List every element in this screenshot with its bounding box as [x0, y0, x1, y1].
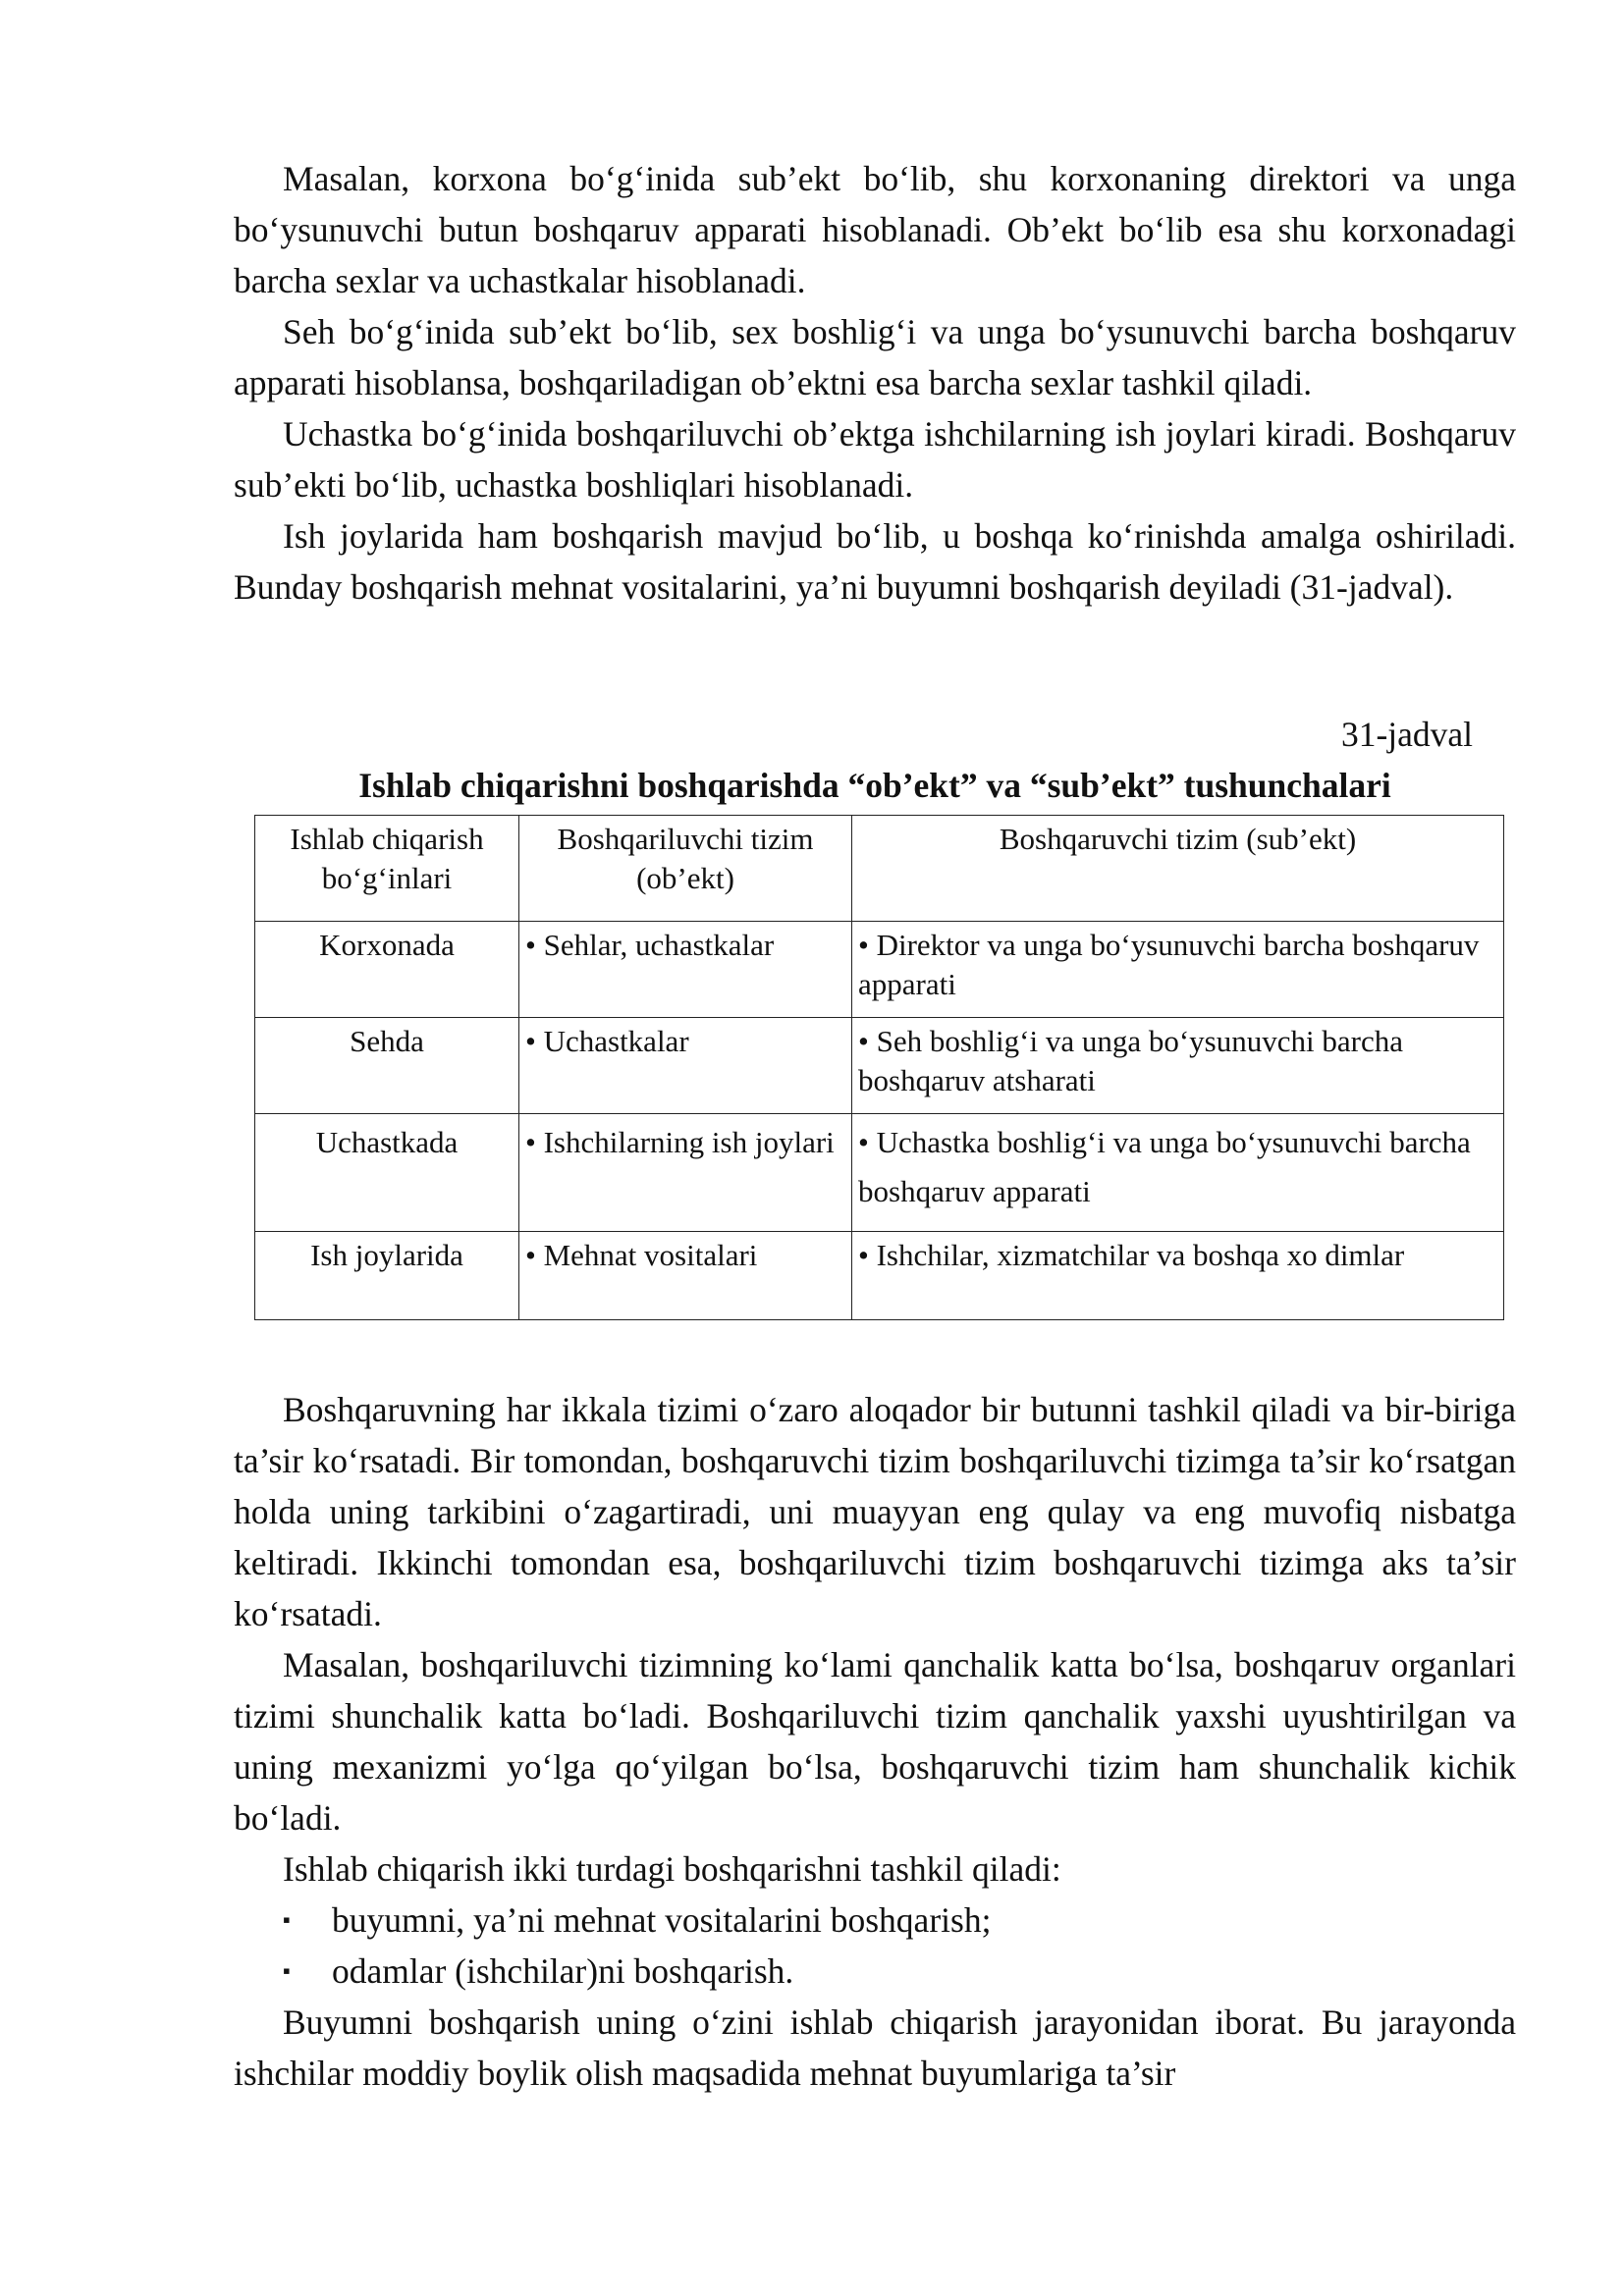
table-cell: • Seh boshlig‘i va unga bo‘ysunuvchi barcha boshqaruv atsharati: [852, 1018, 1504, 1114]
bullet-list: [234, 1895, 1516, 1997]
table-header-row: [255, 816, 1504, 922]
paragraph: Ishlab chiqarish ikki turdagi boshqarishni tashkil qiladi:: [283, 1849, 1061, 1889]
table-cell: • Ishchilar, xizmatchilar va boshqa xo dimlar: [852, 1232, 1504, 1320]
paragraph: Ish joylarida ham boshqarish mavjud bo‘lib, u boshqa ko‘rinishda amalga oshiriladi. Bunday boshqarish mehnat vositalarini, ya’ni buyumni boshqarish deyiladi (31-jadval).: [234, 516, 1516, 607]
list-item-text: odamlar (ishchilar)ni boshqarish.: [332, 1951, 794, 1991]
table-cell: • Uchastkalar: [519, 1018, 852, 1114]
top-text: [234, 153, 1516, 613]
table-cell: • Sehlar, uchastkalar: [519, 922, 852, 1018]
table-cell: Uchastkada: [255, 1114, 519, 1232]
table-cell: • Direktor va unga bo‘ysunuvchi barcha boshqaruv apparati: [852, 922, 1504, 1018]
paragraph: Masalan, korxona bo‘g‘inida sub’ekt bo‘lib, shu korxonaning direktori va unga bo‘ysunuvchi butun boshqaruv apparati hisoblanadi. Ob’ekt bo‘lib esa shu korxonadagi barcha sexlar va uchastkalar hisoblanadi.: [234, 159, 1516, 300]
paragraph: Uchastka bo‘g‘inida boshqariluvchi ob’ektga ishchilarning ish joylari kiradi. Boshqaruv sub’ekti bo‘lib, uchastka boshliqlari hisoblanadi.: [234, 414, 1516, 505]
paragraph: Seh bo‘g‘inida sub’ekt bo‘lib, sex boshlig‘i va unga bo‘ysunuvchi barcha boshqaruv apparati hisoblansa, boshqariladigan ob’ektni esa barcha sexlar tashkil qiladi.: [234, 312, 1516, 402]
list-item: [234, 1895, 1516, 1946]
table-cell: Sehda: [255, 1018, 519, 1114]
table-row: [255, 922, 1504, 1018]
table-title: Ishlab chiqarishni boshqarishda “ob’ekt” va “sub’ekt” tushunchalari: [358, 766, 1391, 805]
table-row: [255, 1232, 1504, 1320]
paragraph: Buyumni boshqarish uning o‘zini ishlab chiqarish jarayonidan iborat. Bu jarayonda ishchilar moddiy boylik olish maqsadida mehnat buyumlariga ta’sir: [234, 2002, 1516, 2093]
list-item-text: buyumni, ya’ni mehnat vositalarini boshqarish;: [332, 1900, 992, 1940]
table-row: [255, 1114, 1504, 1232]
table-header-cell: Ishlab chiqarish bo‘g‘inlari: [255, 816, 519, 922]
list-item: [234, 1946, 1516, 1997]
square-bullet-icon: ▪: [283, 1958, 291, 1983]
table-cell: Ish joylarida: [255, 1232, 519, 1320]
square-bullet-icon: ▪: [283, 1907, 291, 1932]
table-cell: • Uchastka boshlig‘i va unga bo‘ysunuvchi barcha boshqaruv apparati: [852, 1114, 1504, 1232]
table-number: 31-jadval: [1340, 715, 1473, 754]
table-cell: Korxonada: [255, 922, 519, 1018]
bottom-text: [234, 1384, 1516, 2099]
concepts-table: [254, 815, 1504, 1320]
table-header-cell: Boshqariluvchi tizim (ob’ekt): [519, 816, 852, 922]
paragraph: Masalan, boshqariluvchi tizimning ko‘lami qanchalik katta bo‘lsa, boshqaruv organlari tizimi shunchalik katta bo‘ladi. Boshqariluvchi tizim qanchalik yaxshi uyushtirilgan va uning mexanizmi yo‘lga qo‘yilgan bo‘lsa, boshqaruvchi tizim ham shunchalik kichik bo‘ladi.: [234, 1645, 1516, 1838]
table-row: [255, 1018, 1504, 1114]
table-cell: • Mehnat vositalari: [519, 1232, 852, 1320]
table-header-cell: Boshqaruvchi tizim (sub’ekt): [852, 816, 1504, 922]
table-cell: • Ishchilarning ish joylari: [519, 1114, 852, 1232]
paragraph: Boshqaruvning har ikkala tizimi o‘zaro aloqador bir butunni tashkil qiladi va bir-biriga ta’sir ko‘rsatadi. Bir tomondan, boshqaruvchi tizim boshqariluvchi tizimga ta’sir ko‘rsatgan holda uning tarkibini o‘zagartiradi, uni muayyan eng qulay va eng muvofiq nisbatga keltiradi. Ikkinchi tomondan esa, boshqariluvchi tizim boshqaruvchi tizimga aks ta’sir ko‘rsatadi.: [234, 1390, 1516, 1633]
